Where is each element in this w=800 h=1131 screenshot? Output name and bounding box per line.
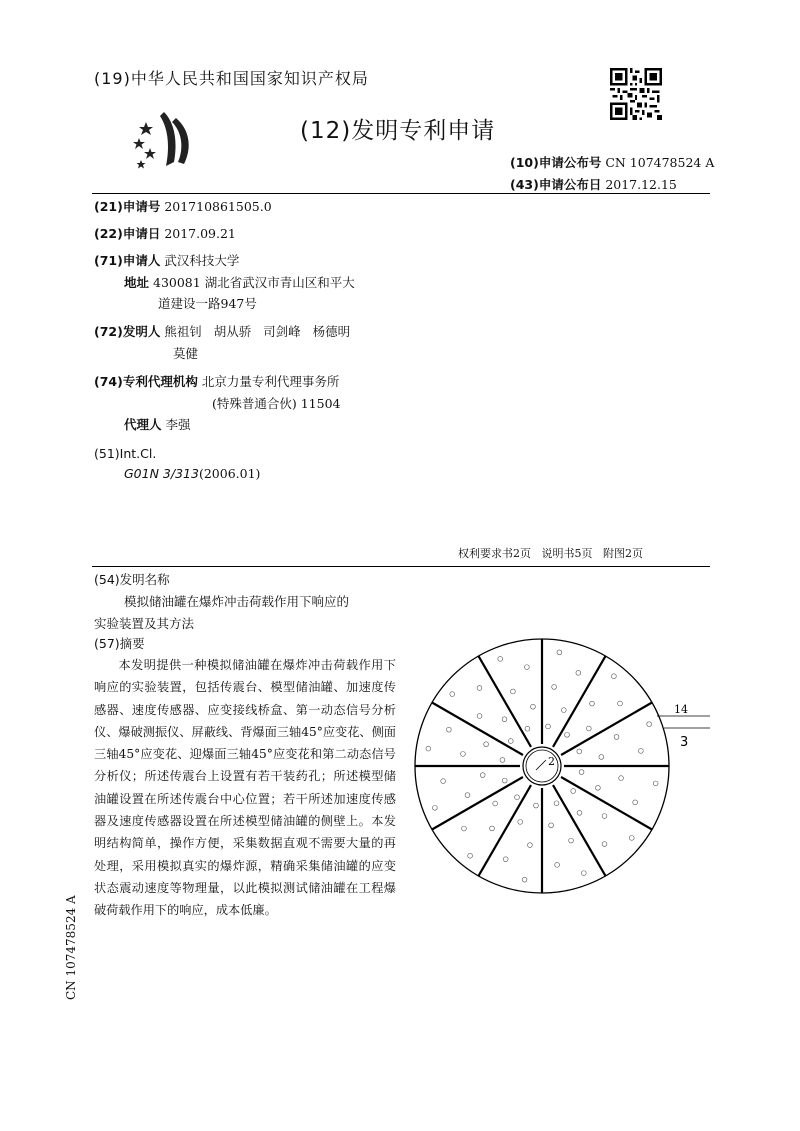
int-cl-row — [124, 464, 260, 484]
inventors-label: (72)发明人 — [94, 324, 161, 339]
invention-title-label: (54)发明名称 — [94, 572, 170, 587]
charge-hole — [515, 795, 520, 800]
applicant-value: 武汉科技大学 — [164, 253, 240, 268]
address-line-2: 道建设一路947号 — [158, 296, 257, 311]
charge-hole — [554, 801, 559, 806]
charge-hole — [528, 843, 533, 848]
page-counts: 权利要求书2页 说明书5页 附图2页 — [458, 547, 643, 560]
charge-hole — [511, 689, 516, 694]
vertical-publication-number: CN 107478524 A — [64, 895, 78, 1000]
charge-hole — [561, 708, 566, 713]
abstract-figure — [412, 620, 722, 900]
header-divider — [92, 193, 710, 194]
charge-hole — [498, 656, 503, 661]
agency-line-2: (特殊普通合伙) 11504 — [212, 396, 341, 411]
charge-hole — [462, 826, 467, 831]
filing-date-value: 2017.09.21 — [164, 226, 236, 241]
inventors-row — [94, 322, 350, 342]
charge-hole — [581, 871, 586, 876]
charge-hole — [653, 781, 658, 786]
charge-hole — [534, 803, 539, 808]
figure-label-outer-2: 3 — [680, 735, 689, 750]
cnipa-logo — [130, 104, 202, 176]
inventors-line-2: 莫健 — [173, 346, 199, 361]
int-cl-code: G01N 3/313 — [124, 466, 199, 481]
charge-hole — [426, 746, 431, 751]
charge-hole — [614, 735, 619, 740]
int-cl-version: (2006.01) — [198, 466, 261, 481]
charge-hole — [602, 814, 607, 819]
charge-hole — [531, 704, 536, 709]
charge-hole — [502, 778, 507, 783]
filing-date-row — [94, 224, 236, 244]
charge-hole — [546, 724, 551, 729]
agency-line-1: 北京力量专利代理事务所 — [201, 374, 340, 389]
charge-hole — [619, 776, 624, 781]
application-number-value: 201710861505.0 — [164, 199, 272, 214]
charge-hole — [461, 752, 466, 757]
charge-hole — [480, 773, 485, 778]
application-number-row — [94, 197, 272, 217]
issuing-office: (19)中华人民共和国国家知识产权局 — [94, 69, 369, 88]
charge-hole — [465, 793, 470, 798]
charge-hole — [579, 770, 584, 775]
charge-hole — [522, 877, 527, 882]
publication-date-row — [510, 175, 677, 193]
charge-hole — [647, 722, 652, 727]
charge-hole — [590, 701, 595, 706]
charge-hole — [633, 800, 638, 805]
publication-date-label: (43)申请公布日 — [510, 177, 602, 192]
agency-row — [94, 372, 339, 392]
publication-number-row — [510, 153, 714, 171]
charge-hole — [524, 665, 529, 670]
filing-date-label: (22)申请日 — [94, 226, 161, 241]
charge-hole — [638, 748, 643, 753]
mid-divider — [92, 566, 710, 567]
application-number-label: (21)申请号 — [94, 199, 161, 214]
charge-hole — [586, 726, 591, 731]
charge-hole — [576, 670, 581, 675]
abstract-text — [94, 654, 396, 922]
charge-hole — [596, 785, 601, 790]
charge-hole — [577, 749, 582, 754]
agent-label: 代理人 — [124, 417, 162, 432]
charge-hole — [611, 674, 616, 679]
charge-hole — [508, 739, 513, 744]
invention-title-line-1: 模拟储油罐在爆炸冲击荷载作用下响应的 — [124, 594, 350, 609]
charge-hole — [599, 755, 604, 760]
charge-hole — [557, 650, 562, 655]
applicant-label: (71)申请人 — [94, 253, 161, 268]
charge-hole — [571, 789, 576, 794]
invention-title-line-2: 实验装置及其方法 — [94, 616, 195, 631]
agent-value: 李强 — [165, 417, 191, 432]
abstract-body: 本发明提供一种模拟储油罐在爆炸冲击荷载作用下响应的实验装置，包括传震台、模型储油罐、加速度传感器、速度传感器、应变接线桥盒、第一动态信号分析仪、爆破测振仪、屏蔽线、背爆面三轴45°应变花、侧面三轴45°应变花、迎爆面三轴45°应变花和第二动态信号分析仪；所述传震台上设置有若干装药孔；所述模型储油罐设置在所述传震台中心位置；若干所述加速度传感器及速度传感器设置在所述模型储油罐的侧壁上。本发明结构简单，操作方便，采集数据直观不需要大量的再处理，采用模拟真实的爆炸源，精确采集储油罐的应变状态震动速度等物理量，以此模拟测试储油罐在工程爆破荷载作用下的响应，成本低廉。 — [94, 658, 396, 918]
charge-hole — [441, 779, 446, 784]
charge-hole — [450, 692, 455, 697]
charge-hole — [549, 823, 554, 828]
int-cl-label: (51)Int.Cl. — [94, 446, 157, 461]
abstract-label: (57)摘要 — [94, 636, 145, 651]
charge-hole — [503, 857, 508, 862]
charge-hole — [468, 853, 473, 858]
charge-hole — [565, 732, 570, 737]
publication-date-value: 2017.12.15 — [605, 177, 677, 192]
charge-hole — [446, 727, 451, 732]
figure-label-center: 2 — [548, 755, 555, 768]
charge-hole — [493, 801, 498, 806]
qr-code — [610, 68, 662, 120]
address-line-1: 430081 湖北省武汉市青山区和平大 — [153, 275, 355, 290]
agency-label: (74)专利代理机构 — [94, 374, 198, 389]
charge-hole — [484, 742, 489, 747]
charge-hole — [490, 826, 495, 831]
inventors-line-1: 熊祖钊 胡从骄 司剑峰 杨德明 — [164, 324, 351, 339]
document-type-title: (12)发明专利申请 — [300, 118, 496, 144]
agent-row — [124, 415, 191, 435]
charge-hole — [432, 805, 437, 810]
publication-number-value: CN 107478524 A — [605, 155, 715, 170]
charge-hole — [518, 820, 523, 825]
charge-hole — [555, 862, 560, 867]
figure-label-outer-1: 14 — [674, 703, 688, 716]
charge-hole — [500, 758, 505, 763]
charge-hole — [569, 838, 574, 843]
charge-hole — [602, 842, 607, 847]
charge-hole — [477, 686, 482, 691]
applicant-row — [94, 251, 239, 271]
charge-hole — [525, 726, 530, 731]
charge-hole — [629, 835, 634, 840]
address-row — [124, 273, 355, 293]
charge-hole — [502, 717, 507, 722]
charge-hole — [552, 685, 557, 690]
address-label: 地址 — [124, 275, 150, 290]
charge-hole — [477, 714, 482, 719]
publication-number-label: (10)申请公布号 — [510, 155, 602, 170]
charge-hole — [577, 810, 582, 815]
charge-hole — [618, 701, 623, 706]
